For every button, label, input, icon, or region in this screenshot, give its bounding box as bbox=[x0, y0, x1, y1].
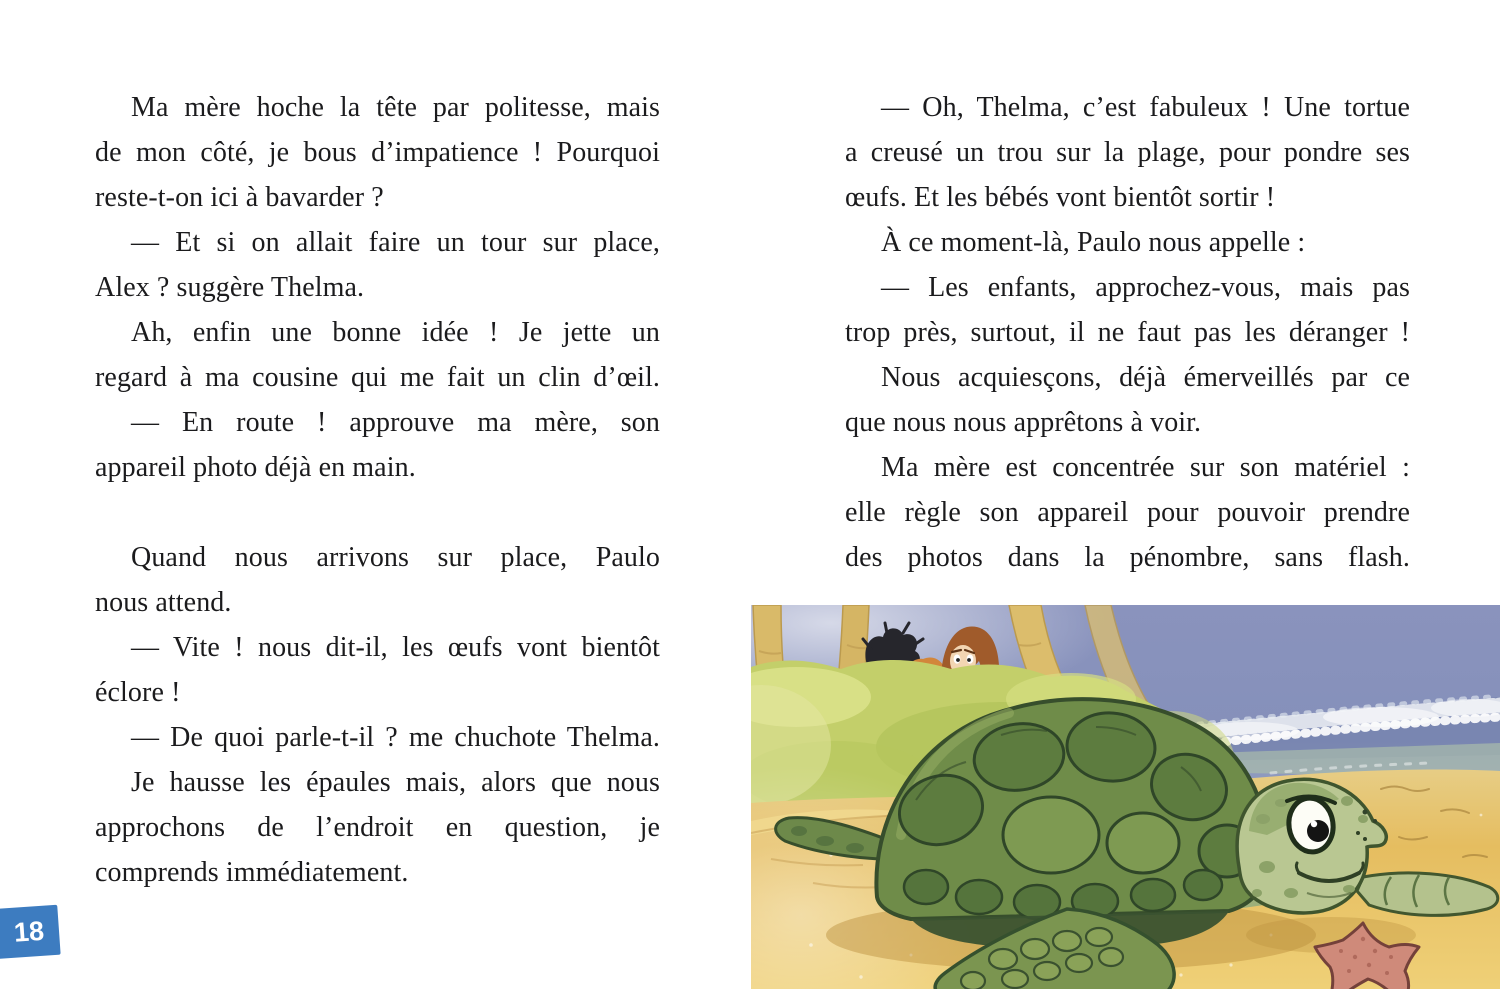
paragraph bbox=[845, 220, 1410, 265]
page-number-badge bbox=[0, 905, 61, 960]
text-line: œufs. Et les bébés vont bientôt sortir ! bbox=[845, 182, 1276, 213]
text-line: reste-t-on ici à bavarder ? bbox=[95, 182, 384, 213]
text-line: — En route ! approuve ma mère, son bbox=[131, 407, 660, 438]
beach-turtle-illustration-svg bbox=[751, 605, 1500, 989]
text-line: — Oh, Thelma, c’est fabuleux ! Une tortue bbox=[881, 92, 1410, 123]
text-line: À ce moment-là, Paulo nous appelle : bbox=[881, 227, 1306, 258]
text-line: comprends immédiatement. bbox=[95, 857, 409, 888]
text-line: — De quoi parle-t-il ? me chuchote Thelma. bbox=[131, 722, 660, 753]
paragraph bbox=[845, 445, 1410, 580]
text-line: Ma mère hoche la tête par politesse, mais bbox=[131, 92, 660, 123]
right-text-column bbox=[845, 85, 1410, 580]
page-number: 18 bbox=[12, 915, 45, 948]
paragraph bbox=[95, 310, 660, 400]
paragraph bbox=[95, 85, 660, 220]
text-line: — Les enfants, approchez-vous, mais pas bbox=[881, 272, 1410, 303]
left-text-column bbox=[95, 85, 660, 895]
text-line: Ah, enfin une bonne idée ! Je jette un bbox=[131, 317, 660, 348]
text-line: que nous nous apprêtons à voir. bbox=[845, 407, 1202, 438]
text-line: Quand nous arrivons sur place, Paulo bbox=[131, 542, 660, 573]
text-line: Alex ? suggère Thelma. bbox=[95, 272, 365, 303]
text-line: de mon côté, je bous d’impatience ! Pourquoi bbox=[95, 137, 660, 168]
text-line: appareil photo déjà en main. bbox=[95, 452, 416, 483]
text-line: approchons de l’endroit en question, je bbox=[95, 812, 660, 843]
text-line: nous attend. bbox=[95, 587, 232, 618]
text-line: des photos dans la pénombre, sans flash. bbox=[845, 542, 1410, 573]
paragraph bbox=[95, 625, 660, 715]
beach-turtle-illustration bbox=[751, 605, 1500, 989]
text-line: Ma mère est concentrée sur son matériel : bbox=[881, 452, 1410, 483]
text-line: Je hausse les épaules mais, alors que nous bbox=[131, 767, 660, 798]
text-line: — Et si on allait faire un tour sur place, bbox=[131, 227, 660, 258]
text-line: elle règle son appareil pour pouvoir prendre bbox=[845, 497, 1410, 528]
text-line: trop près, surtout, il ne faut pas les déranger ! bbox=[845, 317, 1410, 348]
paragraph bbox=[845, 265, 1410, 355]
text-line: Nous acquiesçons, déjà émerveillés par ce bbox=[881, 362, 1410, 393]
paragraph bbox=[95, 220, 660, 310]
paragraph bbox=[95, 715, 660, 760]
text-line: — Vite ! nous dit-il, les œufs vont bientôt bbox=[131, 632, 660, 663]
paragraph bbox=[845, 355, 1410, 445]
paragraph bbox=[845, 85, 1410, 220]
text-line: éclore ! bbox=[95, 677, 181, 708]
text-line: regard à ma cousine qui me fait un clin d’œil. bbox=[95, 362, 660, 393]
text-line: a creusé un trou sur la plage, pour pondre ses bbox=[845, 137, 1410, 168]
paragraph bbox=[95, 760, 660, 895]
paragraph bbox=[95, 400, 660, 490]
paragraph bbox=[95, 535, 660, 625]
